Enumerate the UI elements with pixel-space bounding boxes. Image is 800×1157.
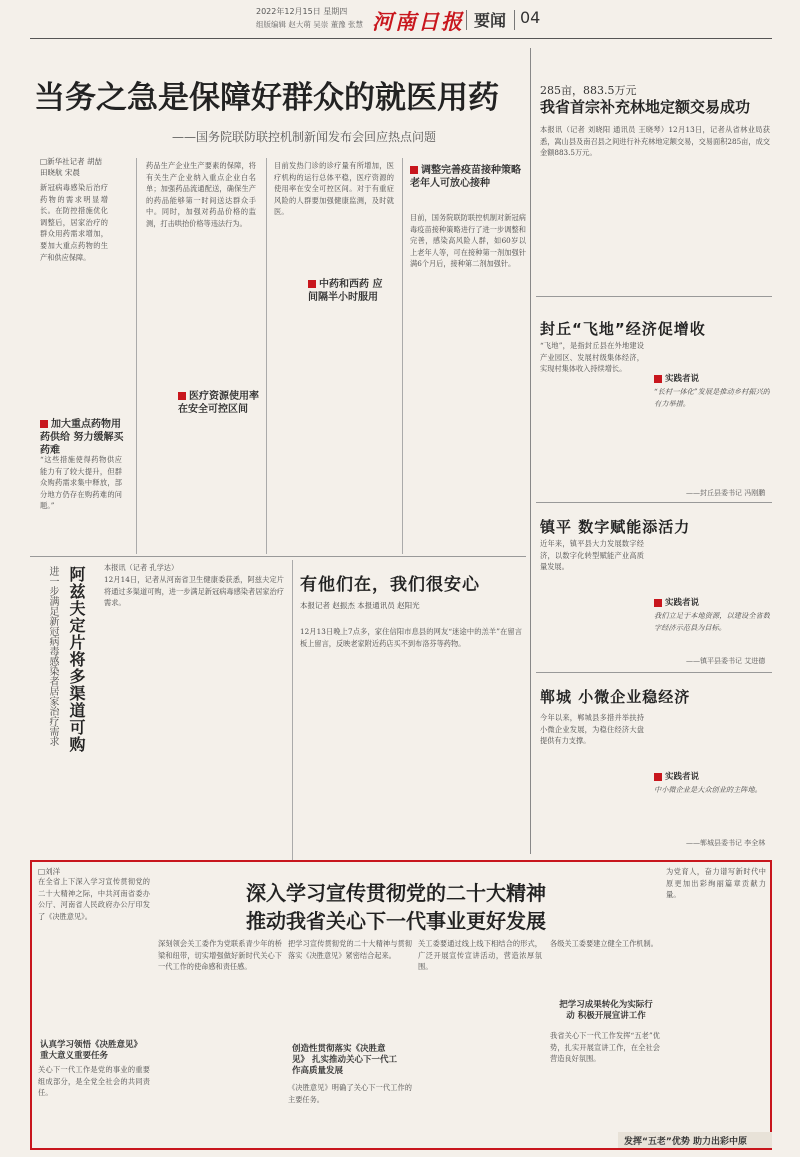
- commentary-col-6: 为党育人，奋力谱写新时代中原更加出彩绚丽篇章贡献力量。: [666, 867, 766, 900]
- story2-headline: 有他们在，我们很安心: [300, 575, 480, 595]
- commentary-headline-1: 深入学习宣传贯彻党的二十大精神: [246, 881, 546, 905]
- right4-body: 今年以来，郸城县多措并举扶持小微企业发展，为稳住经济大盘提供有力支撑。: [540, 713, 644, 746]
- note-marker-icon: [654, 773, 662, 781]
- right4-signoff: ——郸城县委书记 李全林: [686, 839, 766, 847]
- right3-signoff: ——镇平县委书记 艾进德: [686, 657, 766, 665]
- commentary-col-2: 深刻领会关工委作为党联系青少年的桥梁和纽带，切实增强做好新时代关心下一代工作的使命感和责任感。: [158, 939, 282, 972]
- page-number: 04: [520, 8, 541, 27]
- story2-body: 12月13日晚上7点多，家住信阳市息县的网友“迷途中的羔羊”在留言板上留言，反映老家附近药店买不到布洛芬等药物。: [300, 627, 522, 648]
- vertical-subhead: 进一步满足新冠病毒感染者居家治疗需求: [47, 566, 58, 746]
- vertical-body: 12月14日，记者从河南省卫生健康委获悉，阿兹夫定片将通过多渠道可购，进一步满足新冠病毒感染者居家治疗需求。: [104, 575, 284, 608]
- commentary-col-1b: 关心下一代工作是党的事业的重要组成部分，是全党全社会的共同责任。: [38, 1065, 150, 1098]
- right2-headline: 封丘“飞地”经济促增收: [540, 320, 706, 338]
- lead-subhead: ——国务院联防联控机制新闻发布会回应热点问题: [172, 130, 437, 144]
- commentary-sub-1: 认真学习领悟《决胜意见》重大意义重要任务: [40, 1040, 143, 1061]
- right2-signoff: ——封丘县委书记 冯刚鹏: [686, 489, 766, 497]
- subhead-marker-icon: [178, 392, 186, 400]
- right4-note-head: 实践者说: [654, 770, 699, 782]
- right3-note: 我们立足于本地资源，以建设全省数字经济示范县为目标。: [654, 611, 770, 632]
- lead-sub-4: 调整完善疫苗接种策略 老年人可放心接种: [410, 165, 521, 189]
- commentary-col-5: 各级关工委要建立健全工作机制。: [550, 939, 658, 948]
- note-marker-icon: [654, 375, 662, 383]
- subhead-marker-icon: [40, 420, 48, 428]
- lead-col-3: 目前发热门诊的诊疗量有所增加，医疗机构的运行总体平稳，医疗资源的使用率在安全可控区间。对于有重症风险的人群要加强健康监测，及时就医。: [274, 161, 394, 217]
- section-name: 要闻: [474, 11, 507, 30]
- vertical-byline: 本报讯（记者 孔学达）: [104, 563, 179, 572]
- commentary-col-5b: 我省关心下一代工作发挥“五老”优势，扎实开展宣讲工作，在全社会营造良好氛围。: [550, 1031, 660, 1064]
- right1-kicker: 285亩，883.5万元: [540, 84, 637, 97]
- vertical-headline-block: [38, 566, 98, 771]
- right4-headline: 郸城 小微企业稳经济: [540, 688, 691, 706]
- right2-note-head: 实践者说: [654, 372, 699, 384]
- right3-headline: 镇平 数字赋能添活力: [540, 518, 691, 536]
- masthead: [0, 0, 800, 40]
- right2-note: “长村一体化”发展是推动乡村振兴的有力举措。: [654, 387, 770, 408]
- lead-sub-1: 加大重点药物用药供给 努力缓解买药难: [40, 419, 124, 456]
- commentary-sub-3: 把学习成果转化为实际行动 积极开展宣讲工作: [559, 1000, 653, 1021]
- right2-body: “飞地”，是指封丘县在外地建设产业园区、发展村级集体经济，实现村集体收入持续增长。: [540, 341, 644, 374]
- lead-col-1: 新冠病毒感染后治疗药物的需求明显增长。在防控措施优化调整后，居家治疗的群众用药需求增加，要加大重点药物的生产和供应保障。: [40, 183, 108, 262]
- lead-col-2: 药品生产企业生产要素的保障，将有关生产企业纳入重点企业白名单；加强药品流通配送，确保生产的药品能够第一时间送达群众手中。同时，加强对药品价格的监测，打击哄抬价格等违法行为。: [146, 161, 256, 228]
- note-marker-icon: [654, 599, 662, 607]
- commentary-headline-2: 推动我省关心下一代事业更好发展: [246, 909, 546, 933]
- story2-byline: 本报记者 赵振杰 本报通讯员 赵阳光: [300, 601, 420, 610]
- commentary-col-3b: 《决胜意见》明确了关心下一代工作的主要任务。: [288, 1083, 412, 1104]
- lead-headline: 当务之急是保障好群众的就医用药: [34, 80, 499, 116]
- lead-sub-3: 医疗资源使用率 在安全可控区间: [178, 391, 259, 415]
- subhead-marker-icon: [308, 280, 316, 288]
- commentary-col-4: 关工委要通过线上线下相结合的形式，广泛开展宣传宣讲活动，营造浓厚氛围。: [418, 939, 542, 972]
- issue-editors: 组版编辑 赵大萌 吴崇 董豫 张慧: [256, 20, 364, 29]
- right1-body: 本报讯（记者 刘晓阳 通讯员 王晓琴）12月13日，记者从省林业局获悉，嵩山县及南召县之间进行补充林地定额交易，交易面积285亩，成交金额883.5万元。: [540, 125, 770, 158]
- issue-date: 2022年12月15日 星期四: [256, 7, 348, 16]
- commentary-footer-banner: 发挥“五老”优势 助力出彩中原: [618, 1132, 772, 1148]
- right4-note: 中小微企业是大众创业的主阵地。: [654, 785, 762, 794]
- lead-byline: □新华社记者 胡喆 田晓航 宋晨: [40, 157, 102, 177]
- right1-headline: 我省首宗补充林地定额交易成功: [540, 98, 751, 116]
- lead-col-1b: “这些措施使得药物供应能力有了较大提升，但群众购药需求集中释放，部分地方仍存在购药难的问题。”: [40, 455, 122, 511]
- lead-sub-2: 中药和西药 应间隔半小时服用: [308, 279, 383, 303]
- commentary-author: □刘洋: [38, 867, 61, 876]
- vertical-headline: 阿兹夫定片将多渠道可购: [67, 566, 86, 753]
- commentary-sub-2: 创造性贯彻落实《决胜意见》 扎实推动关心下一代工作高质量发展: [292, 1044, 397, 1076]
- subhead-marker-icon: [410, 166, 418, 174]
- commentary-col-1: 在全省上下深入学习宣传贯彻党的二十大精神之际，中共河南省委办公厅、河南省人民政府办公厅印发了《决胜意见》。: [38, 877, 150, 921]
- right3-body: 近年来，镇平县大力发展数字经济，以数字化转型赋能产业高质量发展。: [540, 539, 644, 572]
- right3-note-head: 实践者说: [654, 596, 699, 608]
- commentary-col-3: 把学习宣传贯彻党的二十大精神与贯彻落实《决胜意见》紧密结合起来。: [288, 939, 412, 960]
- paper-logo: 河南日报: [372, 9, 464, 34]
- lead-col-4: 目前，国务院联防联控机制对新冠病毒疫苗接种策略进行了进一步调整和完善，感染高风险人群，如60岁以上老年人等，可在接种第一剂加强针满6个月后，接种第二剂加强针。: [410, 213, 526, 269]
